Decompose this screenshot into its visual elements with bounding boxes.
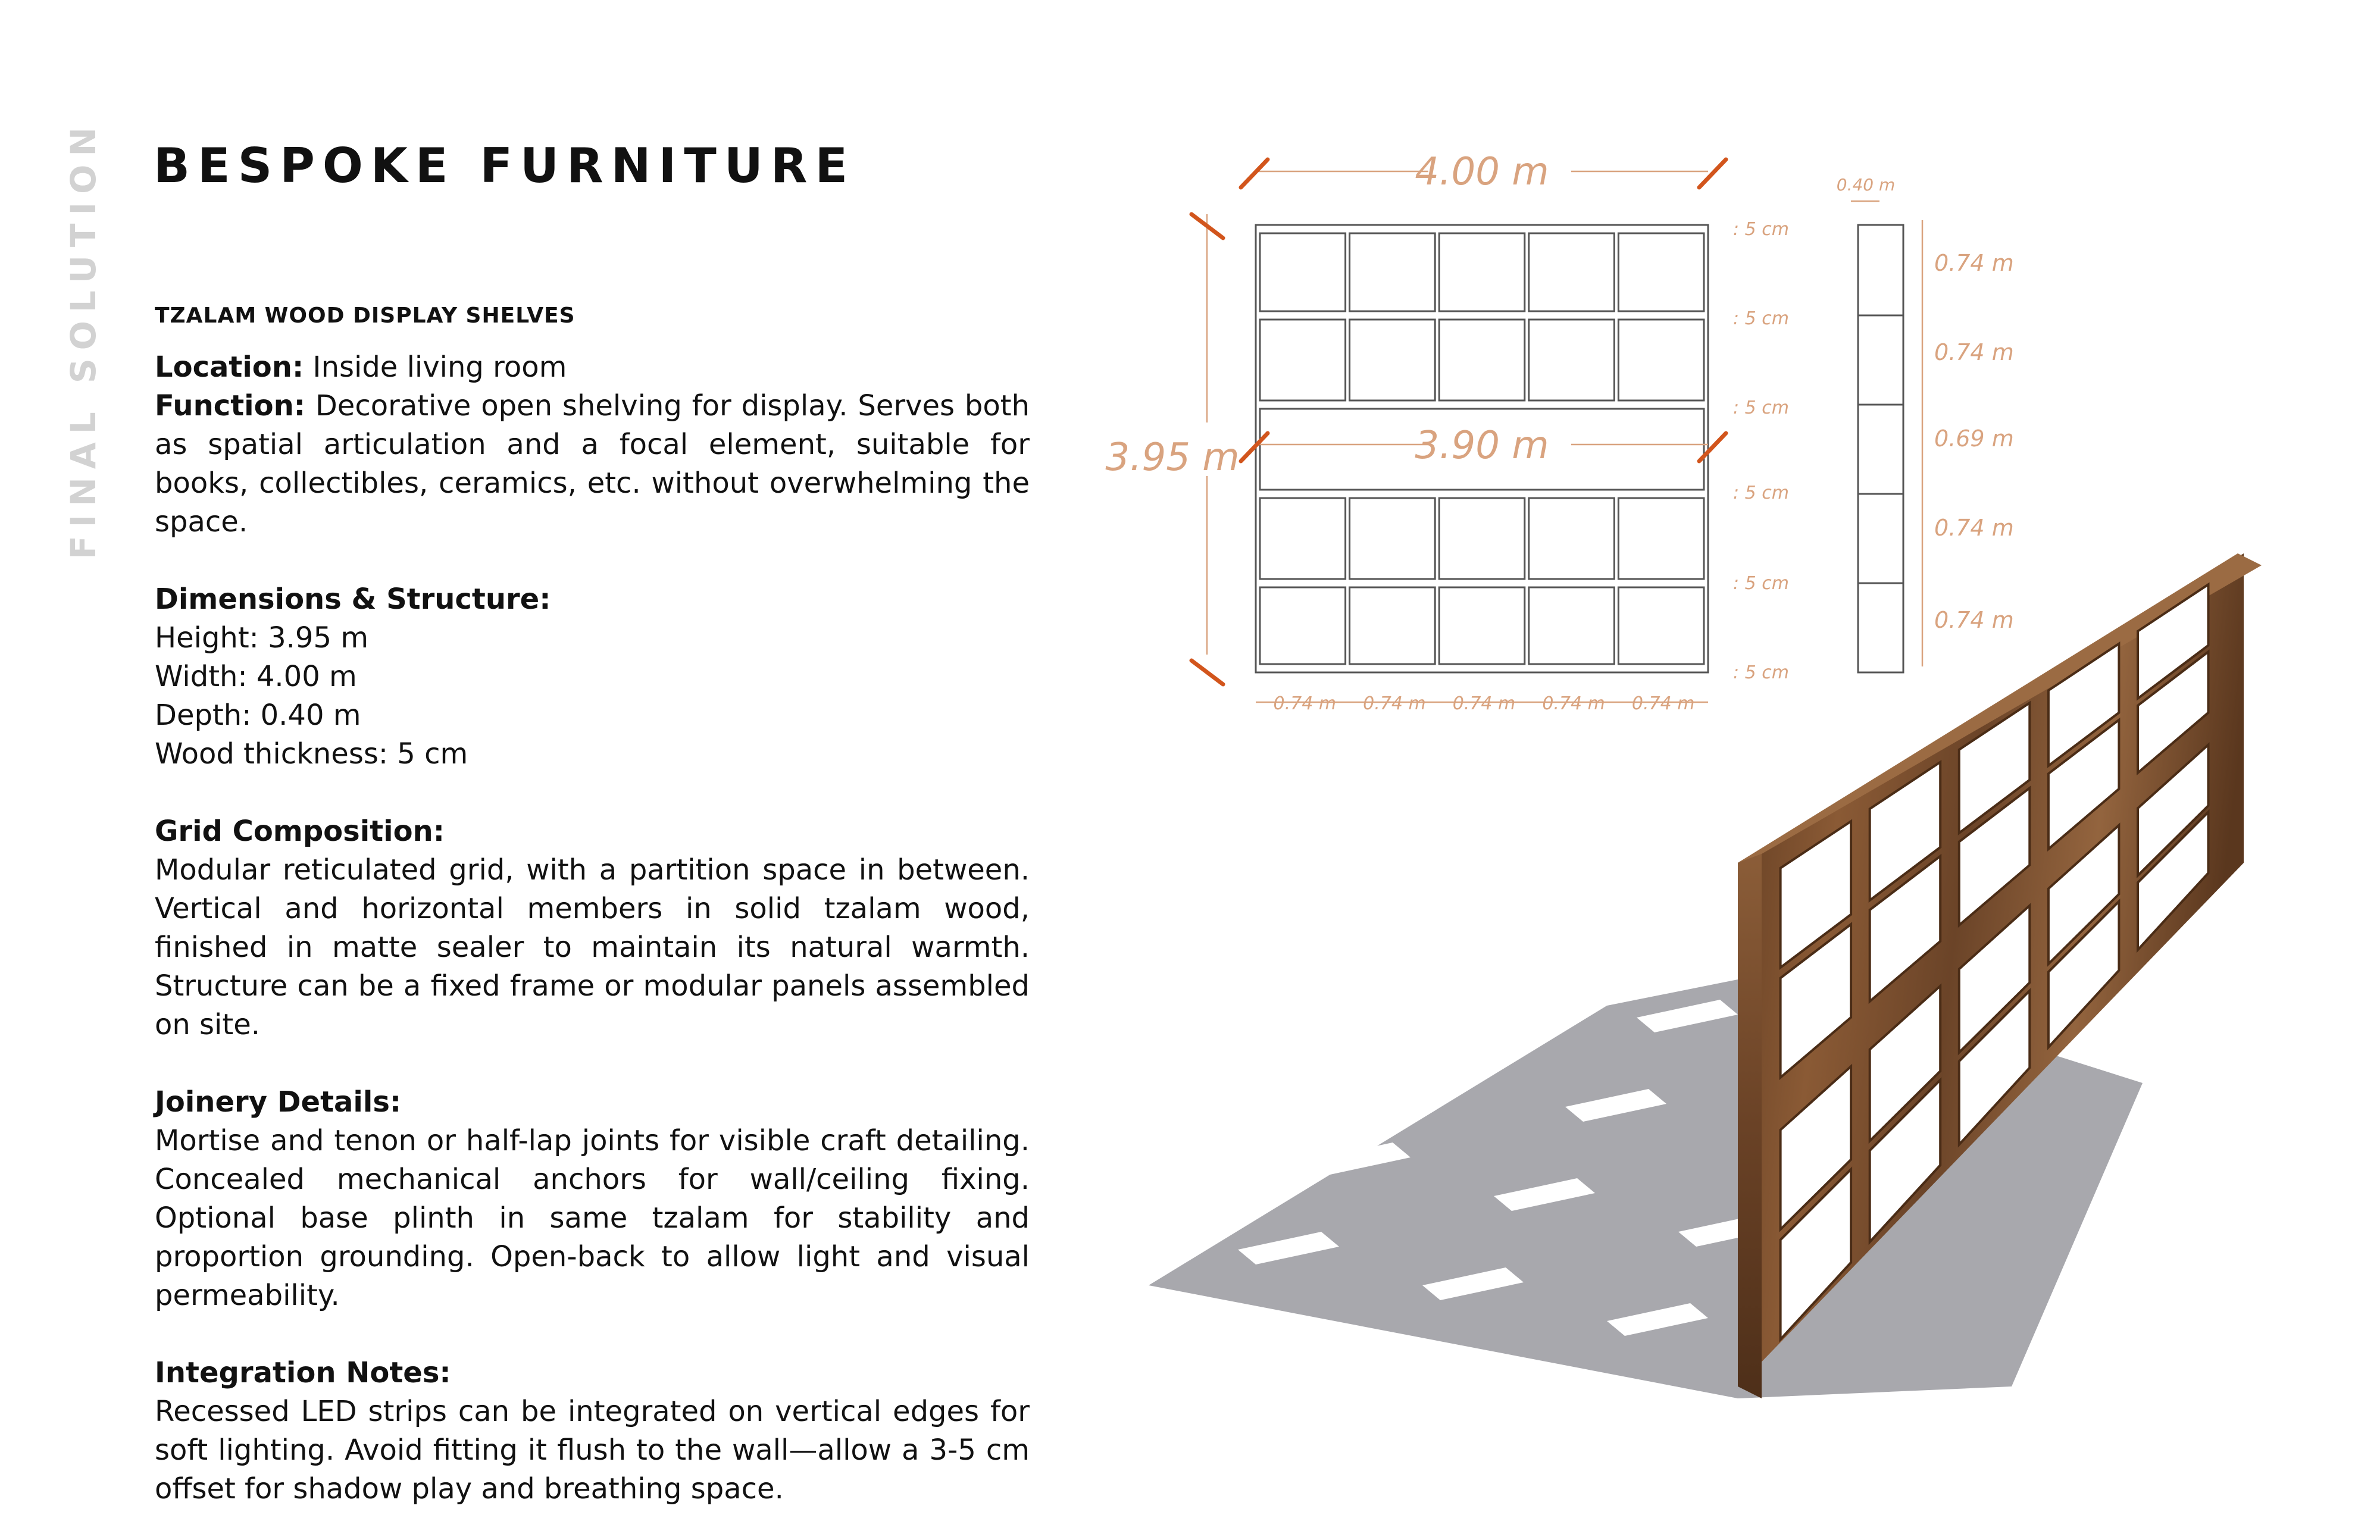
shelf-cell [1350, 233, 1435, 311]
column-label: 0.74 m [1363, 693, 1426, 714]
grid-text: Modular reticulated grid, with a partition space in between. Vertical and horizontal members in solid tzalam wood, finished in matte sealer to maintain its natural warmth. Structure can be a fixed frame or modular panels assembled on site. [155, 853, 1030, 1041]
column-label: 0.74 m [1273, 693, 1337, 714]
isometric-shelf-render [1131, 553, 2291, 1482]
shelf-cell [1260, 320, 1346, 400]
shadow-opening [1452, 964, 1553, 997]
height-line: Height: 3.95 m [155, 621, 368, 655]
location-label: Location: [155, 350, 304, 384]
grid-heading: Grid Composition: [155, 815, 445, 848]
width-dimension-label: 4.00 m [1415, 150, 1549, 194]
row-label: 0.69 m [1934, 425, 2014, 452]
location-line [155, 348, 1030, 387]
row-label: 0.74 m [1934, 515, 2014, 541]
final-solution-label: FINAL SOLUTION [63, 119, 104, 559]
side-label [60, 119, 107, 559]
depth-dimension-label: 0.40 m [1836, 175, 1896, 195]
shelf-cell [1529, 320, 1615, 400]
column-label: 0.74 m [1542, 693, 1605, 714]
function-text: Decorative open shelving for display. Serves both as spatial articulation and a focal element, suitable for books, collectibles, ceramics, etc. without overwhelming the space. [155, 389, 1030, 539]
thickness-label: : 5 cm [1733, 662, 1789, 683]
thickness-label: : 5 cm [1733, 397, 1789, 418]
column-label: 0.74 m [1452, 693, 1516, 714]
thickness-label: : 5 cm [1733, 308, 1789, 329]
shelf-cell [1439, 233, 1525, 311]
integration-heading: Integration Notes: [155, 1356, 451, 1389]
width-line: Width: 4.00 m [155, 660, 357, 693]
thickness-label: : 5 cm [1733, 219, 1789, 240]
function-line [155, 387, 1030, 541]
shelf-cell [1529, 233, 1615, 311]
row-label: 0.74 m [1934, 250, 2014, 276]
page-title: BESPOKE FURNITURE [154, 138, 856, 193]
dimensions-heading: Dimensions & Structure: [155, 583, 551, 616]
thickness-label: : 5 cm [1733, 573, 1789, 594]
joinery-text: Mortise and tenon or half-lap joints for visible craft detailing. Concealed mechanical anchors for wall/ceiling fixing. Optional base plinth in same tzalam for stability and proportion grounding. Open-back to allow light and visual permeability. [155, 1124, 1030, 1312]
column-label: 0.74 m [1631, 693, 1695, 714]
row-label: 0.74 m [1934, 339, 2014, 365]
shelf-cell [1260, 233, 1346, 311]
integration-text: Recessed LED strips can be integrated on vertical edges for soft lighting. Avoid fitting it flush to the wall—allow a 3-5 cm offset for shadow play and breathing space. [155, 1395, 1030, 1505]
shelf-cell [1618, 320, 1704, 400]
joinery-heading: Joinery Details: [155, 1085, 402, 1119]
thickness-line: Wood thickness: 5 cm [155, 737, 468, 771]
row-label: 0.74 m [1934, 607, 2014, 633]
shelf-cell [1439, 320, 1525, 400]
inner-width-dimension-label: 3.90 m [1415, 424, 1549, 468]
shadow-opening [1381, 1053, 1482, 1086]
shelf-cell [1350, 320, 1435, 400]
height-dimension-label: 3.95 m [1105, 436, 1240, 480]
function-label: Function: [155, 389, 305, 422]
section-subtitle: TZALAM WOOD DISPLAY SHELVES [155, 303, 576, 328]
description-column [155, 296, 1030, 1508]
shelf-cell [1618, 233, 1704, 311]
depth-line: Depth: 0.40 m [155, 699, 361, 732]
location-text: Inside living room [304, 350, 567, 384]
thickness-label: : 5 cm [1733, 483, 1789, 503]
